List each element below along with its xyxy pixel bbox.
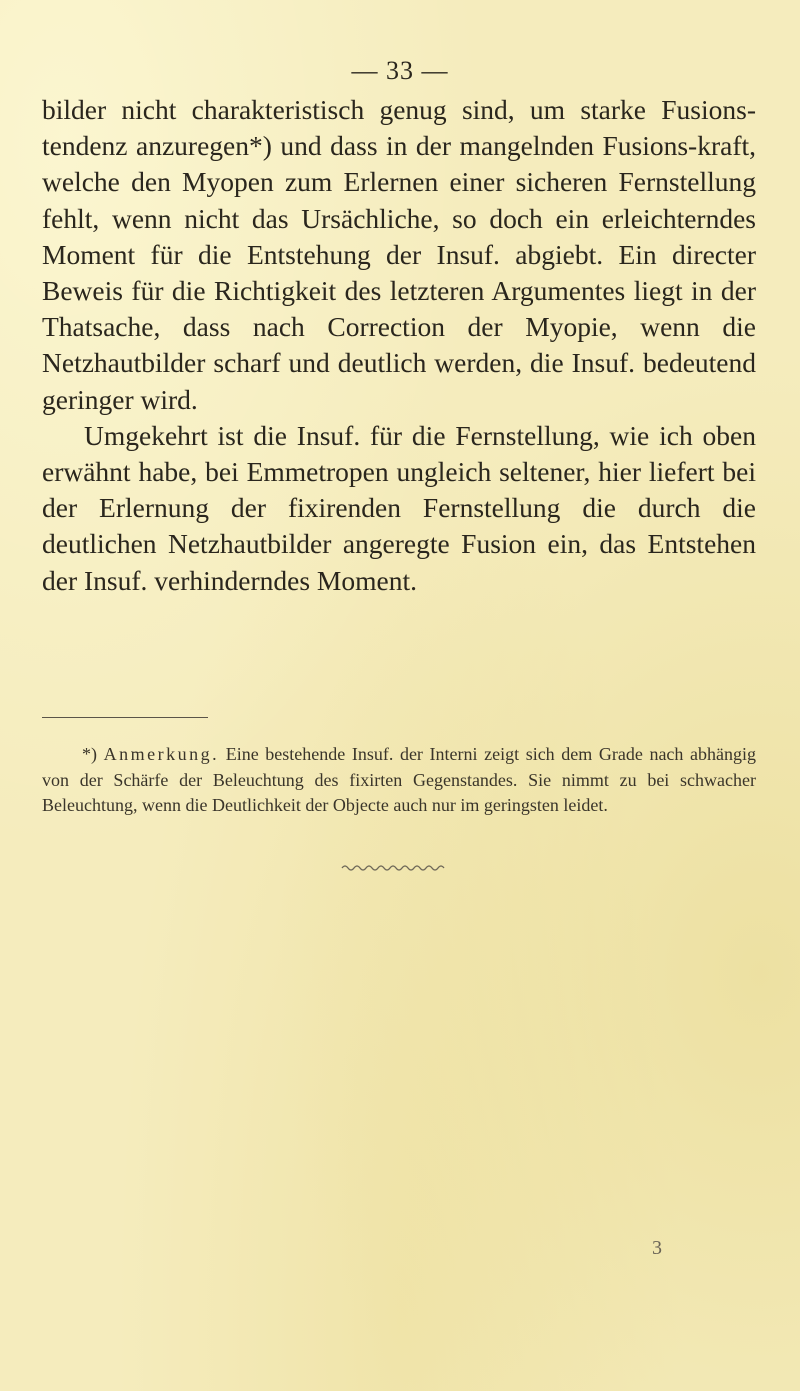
footnote-text: Eine bestehende Insuf. der Interni zeigt sich dem Grade nach abhängig von der Schärfe der Beleuchtung des fixirten Gegenstandes. Sie nimmt zu bei schwacher Beleuchtung, wenn die Deutlichkeit der Objecte auch nur im geringsten leidet. xyxy=(42,744,757,815)
footnote-separator xyxy=(42,717,208,718)
footnote-marker: *) xyxy=(82,744,97,764)
paragraph-1: bilder nicht charakteristisch genug sind, um starke Fusions-tendenz anzuregen*) und dass in der mangelnden Fusions-kraft, welche den Myopen zum Erlernen einer sicheren Fernstellung fehlt, wenn nicht das Ursächliche, so doch ein erleichterndes Moment für die Entstehung der Insuf. abgiebt. Ein directer Beweis für die Richtigkeit des letzteren Argumentes liegt in der Thatsache, dass nach Correction der Myopie, wenn die Netzhautbilder scharf und deutlich werden, die Insuf. bedeutend geringer wird. xyxy=(42,94,756,415)
page-number: — 33 — xyxy=(351,56,449,85)
paragraph-2: Umgekehrt ist die Insuf. für die Fernstellung, wie ich oben erwähnt habe, bei Emmetropen ungleich seltener, hier liefert bei der Erlernung der fixirenden Fernstellung die durch die deutlichen Netzhautbilder angeregte Fusion ein, das Entstehen der Insuf. verhinderndes Moment. xyxy=(42,419,756,596)
footnote xyxy=(42,742,756,819)
ornament-squiggle-icon xyxy=(340,862,452,874)
body-text xyxy=(42,92,756,599)
printer-signature-mark: 3 xyxy=(652,1237,662,1259)
footnote-label: Anmerkung. xyxy=(103,744,220,764)
